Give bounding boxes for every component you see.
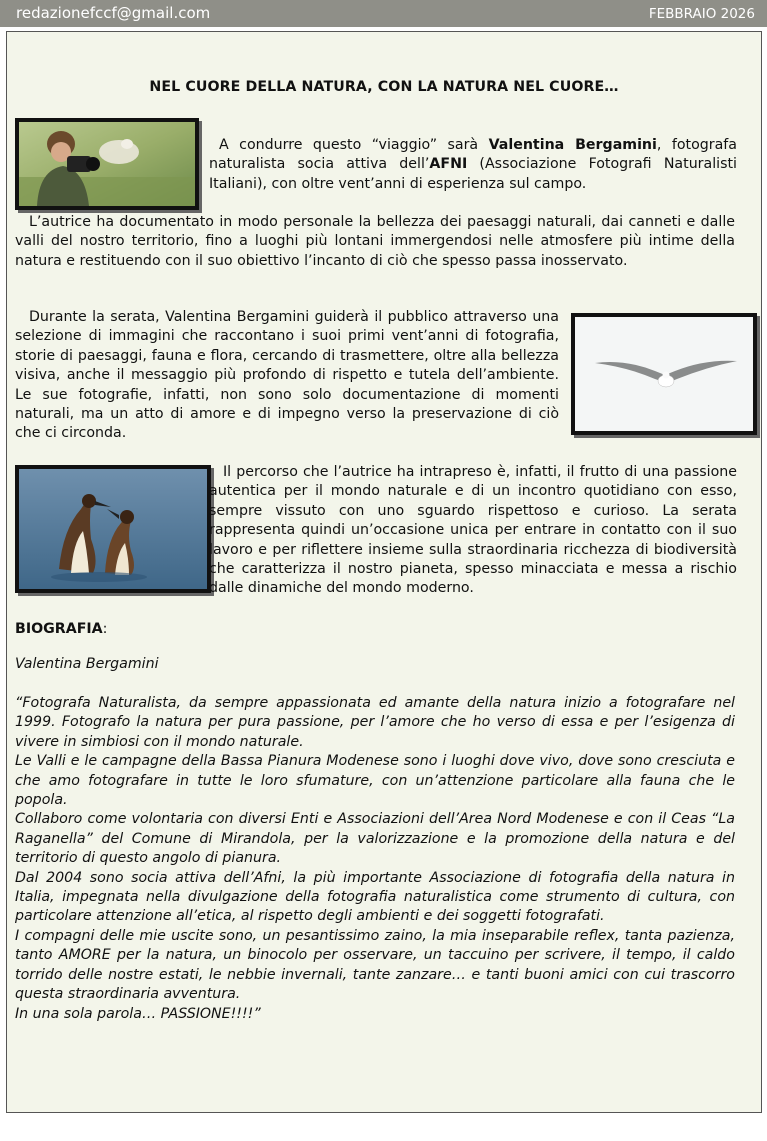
contact-email[interactable]: redazionefccf@gmail.com [16,4,211,22]
intro-paragraph [209,136,737,194]
bio-line: Dal 2004 sono socia attiva dell’Afni, la più importante Associazione di fotografia della natura in Italia, impegnata nella divulgazione della fotografia naturalistica come strumento di cultura, con particolare attenzione all’etica, al rispetto degli ambienti e dei soggetti fotografati. [15,869,735,925]
biography-name: Valentina Bergamini [15,656,159,672]
bio-line: Le Valli e le campagne della Bassa Pianura Modenese sono i luoghi dove vivo, dove sono cresciuta e che amo fotografare in tutte le loro sfumature, con un’attenzione particolare alla fauna che le popola. [15,753,735,809]
top-bar [0,0,767,27]
photo-photographer [15,118,199,210]
article-panel [6,31,762,1113]
intro-text-post: (Associazione Fotografi Naturalisti Italiani), con oltre vent’anni di esperienza sul campo. [209,156,737,192]
intro-text-pre: A condurre questo “viaggio” sarà [219,137,489,153]
bio-line: Collaboro come volontaria con diversi Enti e Associazioni dell’Area Nord Modenese e con il Ceas “La Raganella” del Comune di Mirandola, per la valorizzazione e la promozione della natura e del territorio di questo angolo di pianura. [15,811,735,867]
bio-line: In una sola parola… PASSIONE!!!!” [15,1005,261,1022]
author-name: Valentina Bergamini [488,137,657,153]
article-title: NEL CUORE DELLA NATURA, CON LA NATURA NEL CUORE… [149,79,619,95]
paragraph-4: Il percorso che l’autrice ha intrapreso è, infatti, il frutto di una passione autentica per il mondo naturale e di un incontro quotidiano con esso, sempre vissuto con uno sguardo rispettoso e curioso. La serata rappresenta quindi un’occasione unica per entrare in contatto con il suo lavoro e per riflettere insieme sulla straordinaria ricchezza di biodiversità che caratterizza il nostro pianeta, spesso minacciata e messa a rischio dalle dinamiche del mondo moderno. [209,464,737,597]
bio-line: I compagni delle mie uscite sono, un pesantissimo zaino, la mia inseparabile reflex, tanta pazienza, tanto AMORE per la natura, un binocolo per osservare, un taccuino per scrivere, il tempo, il caldo torrido delle nostre estati, le nebbie invernali, tante zanzare… e tanti buoni amici con cui trascorro questa straordinaria avventura. [15,927,735,1003]
bio-line: “Fotografa Naturalista, da sempre appassionata ed amante della natura inizio a fotografare nel 1999. Fotografo la natura per pura passione, per l’amore che ho verso di essa e per l’esigenza di vivere in simbiosi con il mondo naturale. [15,695,735,750]
photo-grebes [15,465,211,593]
biography-quote [15,694,735,1024]
paragraph-3: Durante la serata, Valentina Bergamini guiderà il pubblico attraverso una selezione di immagini che raccontano i suoi primi vent’anni di fotografia, storie di paesaggi, fauna e flora, cercando di trasmettere, oltre alla bellezza visiva, anche il messaggio più profondo di rispetto e tutela dell’ambiente. Le sue fotografie, infatti, non sono solo documentazione di momenti naturali, ma un atto di amore e di impegno verso la preservazione di ciò che ci circonda. [15,309,559,442]
intro-text-mid: , fotografa naturalista socia attiva dell’ [209,137,737,173]
afni-acronym: AFNI [429,156,468,173]
biography-heading [15,621,107,637]
gull-image [575,317,753,431]
biography-heading-colon: : [102,621,108,637]
grebes-image [19,469,207,589]
paragraph-2: L’autrice ha documentato in modo personale la bellezza dei paesaggi naturali, dai canneti e dalle valli del nostro territorio, fino a luoghi più lontani immergendosi nelle atmosfere più intime della natura e restituendo con il suo obiettivo l’incanto di ciò che spesso passa inosservato. [15,214,735,269]
photo-gull [571,313,757,435]
biography-heading-label: BIOGRAFIA [15,621,103,637]
photographer-image [19,122,195,206]
issue-date: FEBBRAIO 2026 [648,6,755,22]
